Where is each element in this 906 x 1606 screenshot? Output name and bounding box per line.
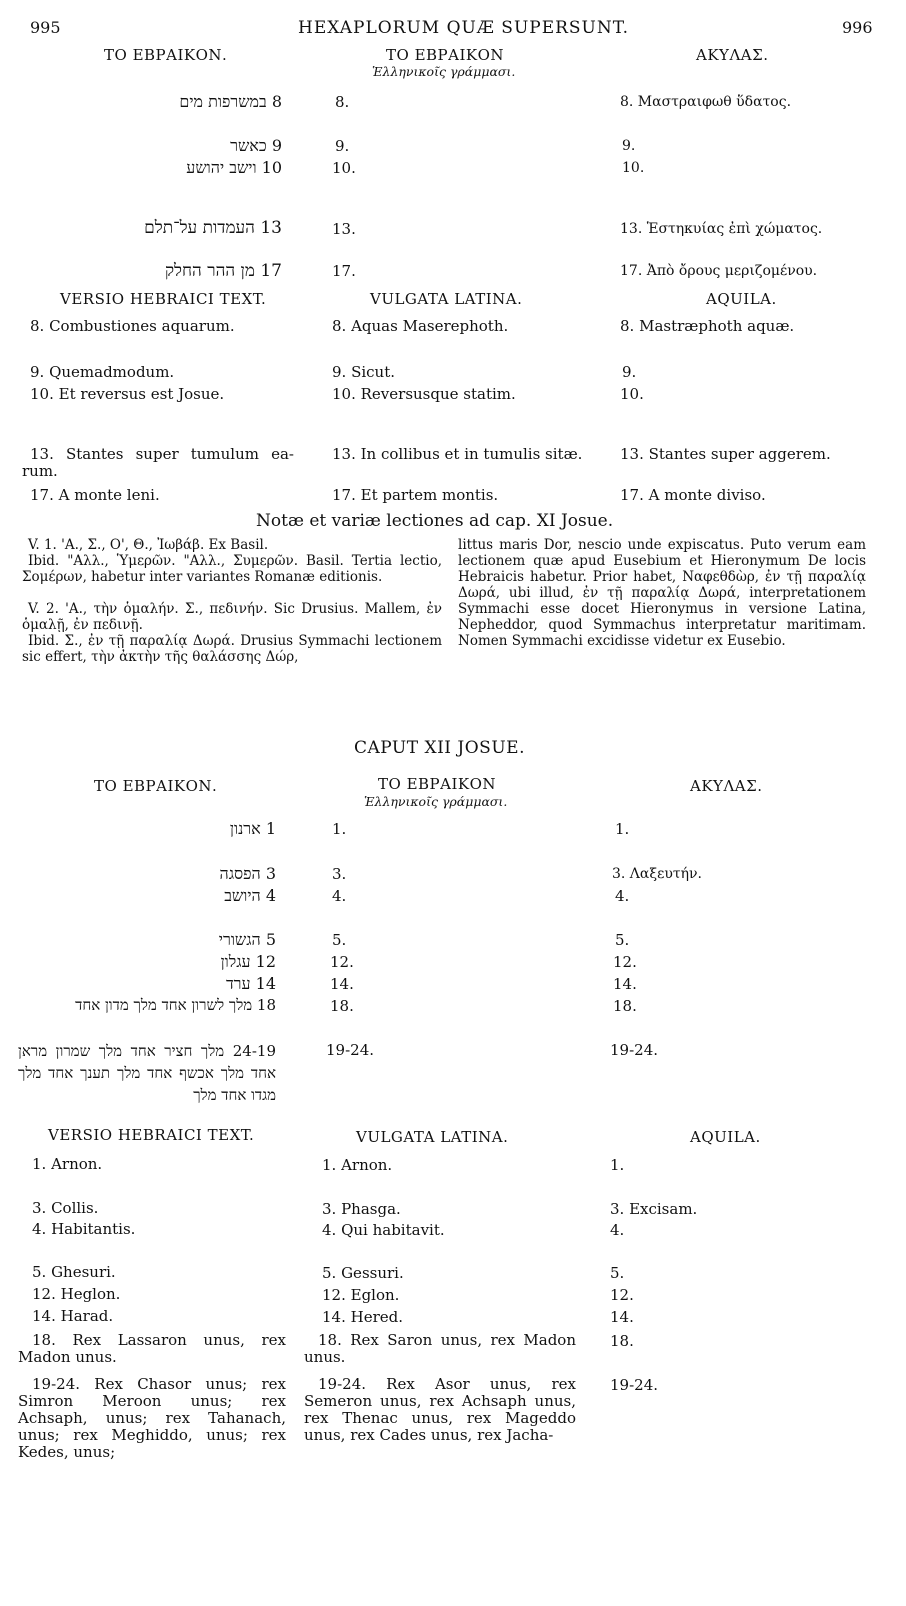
running-title: HEXAPLORUM QUÆ SUPERSUNT. — [298, 18, 630, 38]
ch12-version-14: 14. Harad. — [32, 1307, 114, 1325]
ch12-trans-14: 14. — [330, 975, 354, 993]
ch11-header-vulgata: VULGATA LATINA. — [370, 290, 523, 308]
ch12-aquila-latin-3: 3. Excisam. — [610, 1200, 698, 1218]
ch11-header-transliteration-sub: Ἑλληνικοῖς γράμμασι. — [372, 64, 516, 79]
ch11-vulgata-17: 17. Et partem montis. — [332, 486, 499, 504]
ch11-trans-8: 8. — [335, 93, 350, 111]
ch12-aquila-19-24: 19-24. — [610, 1041, 659, 1059]
ch11-aquila-13: 13. Ἑστηκυίας ἐπὶ χώματος. — [620, 221, 823, 237]
page-number-left: 995 — [30, 18, 61, 37]
ch12-aquila-latin-18: 18. — [610, 1332, 634, 1350]
ch12-hebrew-12: 12 עגלון — [220, 952, 276, 971]
ch12-vulgata-4: 4. Qui habitavit. — [322, 1221, 445, 1239]
ch11-aquila-latin-10: 10. — [620, 385, 644, 403]
ch12-version-18: 18. Rex Lassaron unus, rex Madon unus. — [18, 1331, 286, 1366]
ch12-aquila-latin-5: 5. — [610, 1264, 625, 1282]
ch11-hebrew-13: 13 העמדות על־תלם — [144, 218, 282, 238]
ch12-header-transliteration: ΤΟ ΕΒΡΑΙΚΟΝ — [378, 775, 497, 793]
ch12-vulgata-1: 1. Arnon. — [322, 1156, 393, 1174]
chapter-12-title: CAPUT XII JOSUE. — [354, 738, 525, 758]
ch12-aquila-14: 14. — [613, 975, 637, 993]
ch12-hebrew-19-24: 24-19 מלך חציר אחד מלך שמרון מראן אחד מלך אכשף אחד מלך תענך אחד מלך מגדו אחד מלך — [18, 1042, 276, 1104]
ch11-version-10: 10. Et reversus est Josue. — [30, 385, 225, 403]
ch12-vulgata-12: 12. Eglon. — [322, 1286, 400, 1304]
ch12-vulgata-3: 3. Phasga. — [322, 1200, 401, 1218]
ch11-header-hebrew: ΤΟ ΕΒΡΑΙΚΟΝ. — [104, 46, 228, 64]
ch12-aquila-18: 18. — [613, 997, 637, 1015]
ch12-version-3: 3. Collis. — [32, 1199, 99, 1217]
ch11-aquila-latin-9: 9. — [622, 363, 637, 381]
ch11-trans-17: 17. — [332, 262, 356, 280]
ch12-version-1: 1. Arnon. — [32, 1155, 103, 1173]
ch11-version-8: 8. Combustiones aquarum. — [30, 317, 235, 335]
ch12-header-aquila-latin: AQUILA. — [690, 1128, 761, 1146]
note-v1-ibid: Ibid. "Αλλ., Ὑμερῶν. "Αλλ., Συμερῶν. Basil. Tertia lectio, Σομέρων, habetur inter variantes Romanæ editionis. — [22, 553, 442, 585]
ch11-hebrew-17: 17 מן ההר החלק — [164, 261, 282, 281]
ch12-version-12: 12. Heglon. — [32, 1285, 121, 1303]
ch11-vulgata-9: 9. Sicut. — [332, 363, 396, 381]
ch12-aquila-4: 4. — [615, 887, 630, 905]
ch11-version-13: 13. Stantes super tumulum ea- rum. — [22, 445, 294, 480]
ch12-aquila-latin-1: 1. — [610, 1156, 625, 1174]
ch12-aquila-latin-14: 14. — [610, 1308, 634, 1326]
notes-title: Notæ et variæ lectiones ad cap. XI Josue. — [256, 511, 614, 531]
ch12-version-19-24: 19-24. Rex Chasor unus; rex Simron Meroon unus; rex Achsaph, unus; rex Tahanach, unus; rex Meghiddo, unus; rex Kedes, unus; — [18, 1375, 286, 1461]
ch11-aquila-17: 17. Ἀπὸ ὄρους μεριζομένου. — [620, 263, 818, 279]
ch12-vulgata-5: 5. Gessuri. — [322, 1264, 404, 1282]
ch12-hebrew-5: 5 הגשורי — [218, 930, 276, 949]
ch12-header-hebrew: ΤΟ ΕΒΡΑΙΚΟΝ. — [94, 777, 218, 795]
ch11-vulgata-13: 13. In collibus et in tumulis sitæ. — [332, 445, 583, 463]
ch12-aquila-latin-19-24: 19-24. — [610, 1376, 659, 1394]
page-number-right: 996 — [842, 18, 873, 37]
ch12-hebrew-4: 4 היושב — [224, 886, 276, 905]
ch12-header-vulgata: VULGATA LATINA. — [356, 1128, 509, 1146]
ch11-aquila-latin-8: 8. Mastræphoth aquæ. — [620, 317, 795, 335]
ch11-header-transliteration: ΤΟ ΕΒΡΑΙΚΟΝ — [386, 46, 505, 64]
ch11-vulgata-8: 8. Aquas Maserephoth. — [332, 317, 509, 335]
note-v1: V. 1. 'Α., Σ., Ο', Θ., Ἰωβάβ. Ex Basil. — [28, 537, 269, 553]
ch12-vulgata-18: 18. Rex Saron unus, rex Madon unus. — [304, 1331, 576, 1366]
ch11-version-9: 9. Quemadmodum. — [30, 363, 175, 381]
ch12-trans-18: 18. — [330, 997, 354, 1015]
ch12-aquila-1: 1. — [615, 820, 630, 838]
ch11-aquila-latin-17: 17. A monte diviso. — [620, 486, 766, 504]
ch12-vulgata-19-24: 19-24. Rex Asor unus, rex Semeron unus, rex Achsaph unus, rex Thenac unus, rex Mageddo unus, rex Cades unus, rex Jacha- — [304, 1375, 576, 1444]
ch11-header-aquila-latin: AQUILA. — [706, 290, 777, 308]
ch12-vulgata-14: 14. Hered. — [322, 1308, 403, 1326]
ch12-trans-19-24: 19-24. — [326, 1041, 375, 1059]
ch12-hebrew-3: 3 הפסגה — [219, 864, 276, 883]
ch12-aquila-3: 3. Λαξευτήν. — [612, 866, 702, 882]
ch12-trans-1: 1. — [332, 820, 347, 838]
ch12-header-aquila: ΑΚΥΛΑΣ. — [690, 777, 763, 795]
ch11-aquila-8: 8. Μαστραιφωθ ὕδατος. — [620, 94, 792, 110]
ch12-hebrew-14: 14 ערד — [225, 974, 276, 993]
ch11-aquila-10: 10. — [622, 160, 645, 176]
ch11-vulgata-10: 10. Reversusque statim. — [332, 385, 516, 403]
ch12-aquila-latin-12: 12. — [610, 1286, 634, 1304]
ch11-trans-9: 9. — [335, 137, 350, 155]
ch11-aquila-latin-13: 13. Stantes super aggerem. — [620, 445, 831, 463]
ch11-trans-13: 13. — [332, 220, 356, 238]
ch11-version-17: 17. A monte leni. — [30, 486, 160, 504]
ch12-version-5: 5. Ghesuri. — [32, 1263, 116, 1281]
ch12-header-transliteration-sub: Ἑλληνικοῖς γράμμασι. — [364, 794, 508, 809]
ch12-trans-4: 4. — [332, 887, 347, 905]
ch11-trans-10: 10. — [332, 159, 356, 177]
ch12-version-4: 4. Habitantis. — [32, 1220, 136, 1238]
ch12-hebrew-1: 1 ארנון — [229, 819, 276, 838]
ch12-aquila-latin-4: 4. — [610, 1221, 625, 1239]
ch12-header-version: VERSIO HEBRAICI TEXT. — [48, 1126, 255, 1144]
ch12-trans-3: 3. — [332, 865, 347, 883]
ch11-hebrew-9: 9 כאשר — [230, 136, 282, 155]
ch12-aquila-12: 12. — [613, 953, 637, 971]
ch12-trans-12: 12. — [330, 953, 354, 971]
ch11-hebrew-10: 10 וישב יהושע — [186, 158, 282, 177]
note-v2: V. 2. 'Α., τὴν ὁμαλήν. Σ., πεδινήν. Sic Drusius. Mallem, ἐν ὁμαλῇ, ἐν πεδινῇ. — [22, 601, 442, 633]
note-v2-ibid: Ibid. Σ., ἐν τῇ παραλίᾳ Δωρά. Drusius Symmachi lectionem sic effert, τὴν ἀκτὴν τῆς θαλάσσης Δώρ, — [22, 633, 442, 665]
ch11-header-version: VERSIO HEBRAICI TEXT. — [60, 290, 267, 308]
ch12-trans-5: 5. — [332, 931, 347, 949]
ch11-header-aquila: ΑΚΥΛΑΣ. — [696, 46, 769, 64]
ch12-aquila-5: 5. — [615, 931, 630, 949]
ch11-hebrew-8: 8 במשרפות מים — [179, 92, 282, 111]
ch11-aquila-9: 9. — [622, 138, 636, 154]
ch12-hebrew-18: 18 מלך לשרון אחד מלך מדון אחד — [75, 996, 276, 1014]
note-right-column: littus maris Dor, nescio unde expiscatus. Puto verum eam lectionem quæ apud Eusebium et Hieronymum De locis Hebraicis habetur. Prior habet, Ναφεθδὼρ, ἐν τῇ παραλίᾳ Δωρά, ubi illud, ἐν τῇ παραλίᾳ Δωρά, interpretationem Symmachi esse docet Hieronymus in versione Latina, Nepheddor, quod Symmachus interpretatur maritimam. Nomen Symmachi excidisse videtur ex Eusebio. — [458, 537, 866, 649]
